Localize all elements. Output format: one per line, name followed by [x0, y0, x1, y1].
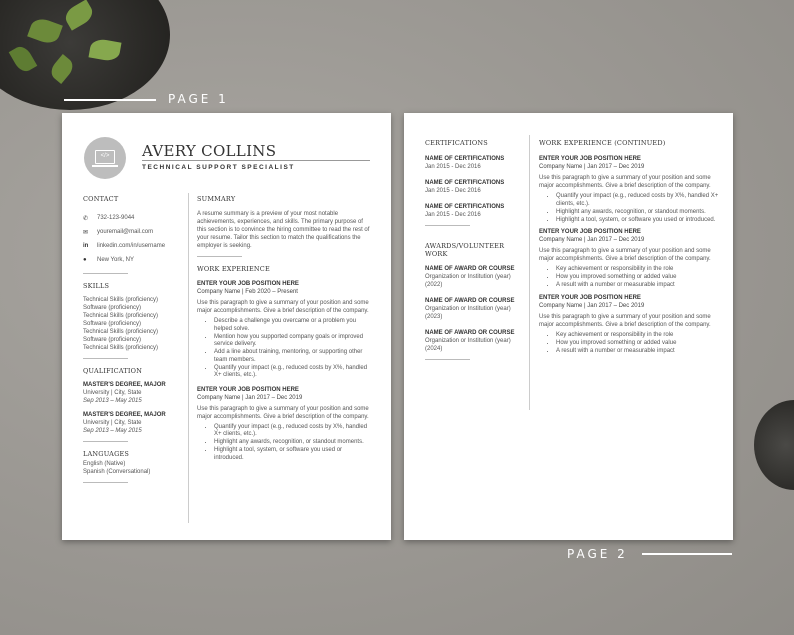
award-item: [425, 297, 525, 321]
certification-item: [425, 155, 525, 171]
job-bullet: • Highlight any awards, recognition, or standout moments.: [214, 439, 372, 447]
skill-item: Software (proficiency): [83, 305, 142, 311]
job-description: Use this paragraph to give a summary of your position and some major accomplishments. Give a brief description of the company.: [197, 405, 369, 420]
leaf: [27, 16, 63, 47]
job-entry: [197, 386, 372, 463]
leaf: [62, 0, 96, 31]
leaf: [47, 54, 76, 84]
column-divider: [188, 193, 189, 523]
certification-item: [425, 179, 525, 195]
candidate-title: TECHNICAL SUPPORT SPECIALIST: [142, 164, 295, 171]
award-item: [425, 265, 525, 289]
job-company: Company Name | Jan 2017 – Dec 2019: [539, 164, 645, 170]
job-bullet: • Highlight a tool, system, or software you used or introduced.: [556, 217, 719, 225]
job-bullet: • A result with a number or measurable impact: [556, 348, 719, 356]
job-entry: [197, 280, 372, 380]
skill-item: Software (proficiency): [83, 321, 142, 327]
name-divider: [142, 160, 370, 161]
left-column: [425, 139, 525, 360]
avatar: [84, 137, 126, 179]
job-bullets: [539, 332, 719, 356]
leaf: [88, 38, 121, 63]
skill-item: Technical Skills (proficiency): [83, 345, 159, 351]
page2-rule: [642, 553, 732, 555]
job-entry: [539, 294, 719, 356]
job-bullet: • Key achievement or responsibility in the role: [556, 332, 719, 340]
skill-item: Technical Skills (proficiency): [83, 329, 159, 335]
job-company: Company Name | Jan 2017 – Dec 2019: [539, 302, 645, 309]
qualification-heading: QUALIFICATION: [83, 367, 143, 375]
job-bullet: • A result with a number or measurable impact: [556, 282, 719, 290]
languages-heading: LANGUAGES: [83, 450, 130, 458]
location-text: New York, NY: [97, 257, 135, 263]
school: University | City, State: [83, 390, 142, 396]
divider: [425, 359, 470, 360]
job-bullet: • Mention how you supported company goals or improved service delivery.: [214, 334, 372, 349]
divider: [197, 256, 242, 257]
languages-list: [83, 460, 183, 476]
cert-name: NAME OF CERTIFICATIONS: [425, 156, 505, 162]
linkedin-text: linkedin.com/in/username: [97, 243, 166, 249]
award-org: Organization or Institution (year): [425, 274, 511, 280]
job-bullet: • Quantify your impact (e.g., reduced costs by X%, handled X+ clients, etc.).: [214, 365, 372, 380]
language-item: Spanish (Conversational): [83, 469, 151, 475]
job-position: ENTER YOUR JOB POSITION HERE: [197, 386, 299, 393]
skill-item: Technical Skills (proficiency): [83, 313, 159, 319]
skills-list: [83, 296, 183, 352]
job-bullet: • Describe a challenge you overcame or a problem you helped solve.: [214, 318, 372, 333]
job-description: Use this paragraph to give a summary of your position and some major accomplishments. Give a brief description of the company.: [539, 175, 711, 189]
degree: MASTER'S DEGREE, MAJOR: [83, 382, 166, 388]
linkedin-icon: in: [83, 243, 89, 249]
award-year: (2023): [425, 314, 443, 320]
contact-email: [83, 225, 183, 239]
contact-phone: [83, 211, 183, 225]
award-year: (2024): [425, 346, 443, 352]
job-bullet: • Key achievement or responsibility in the role: [556, 266, 719, 274]
awards-list: [425, 265, 525, 353]
plant-pot-right: [754, 400, 794, 490]
job-position: ENTER YOUR JOB POSITION HERE: [197, 281, 299, 287]
award-name: NAME OF AWARD OR COURSE: [425, 266, 515, 272]
job-bullets: [197, 424, 372, 463]
degree: MASTER'S DEGREE, MAJOR: [83, 412, 166, 418]
award-name: NAME OF AWARD OR COURSE: [425, 298, 515, 304]
job-bullets: [197, 318, 372, 380]
email-text: youremail@mail.com: [97, 229, 154, 235]
cert-dates: Jan 2015 - Dec 2016: [425, 212, 481, 218]
job-bullets: [539, 266, 719, 290]
cert-name: NAME OF CERTIFICATIONS: [425, 204, 505, 210]
job-position: ENTER YOUR JOB POSITION HERE: [539, 294, 641, 301]
job-bullet: • Highlight any awards, recognition, or standout moments.: [556, 209, 719, 217]
certifications-heading: CERTIFICATIONS: [425, 139, 488, 147]
candidate-name: AVERY COLLINS: [142, 142, 277, 160]
phone-text: 732-123-9044: [97, 215, 135, 221]
skills-heading: SKILLS: [83, 282, 110, 290]
resume-page-2: [404, 113, 733, 540]
work-heading: WORK EXPERIENCE: [197, 265, 270, 273]
cert-name: NAME OF CERTIFICATIONS: [425, 180, 505, 186]
job-position: ENTER YOUR JOB POSITION HERE: [539, 156, 641, 162]
job-company: Company Name | Jan 2017 – Dec 2019: [539, 237, 645, 243]
award-item: [425, 329, 525, 353]
job-bullets: [539, 193, 719, 224]
divider: [83, 273, 128, 274]
location-pin-icon: ●: [83, 257, 87, 263]
award-org: Organization or Institution (year): [425, 306, 511, 312]
awards-heading: AWARDS/VOLUNTEER WORK: [425, 242, 505, 258]
laptop-icon: </>: [95, 150, 115, 164]
qualification-item: [83, 381, 183, 405]
language-item: English (Native): [83, 461, 126, 467]
cert-dates: Jan 2015 - Dec 2016: [425, 164, 481, 170]
job-bullet: • Quantify your impact (e.g., reduced costs by X%, handled X+ clients, etc.).: [214, 424, 372, 439]
job-company: Company Name | Jan 2017 – Dec 2019: [197, 394, 303, 401]
page1-rule: [64, 99, 156, 101]
award-year: (2022): [425, 282, 443, 288]
resume-page-1: [62, 113, 391, 540]
column-divider: [529, 135, 530, 410]
laptop-base: [92, 165, 118, 167]
dates: Sep 2013 – May 2015: [83, 428, 142, 434]
page1-label: PAGE 1: [168, 92, 229, 106]
job-entry: [539, 228, 719, 290]
leaf: [9, 43, 38, 75]
job-bullet: • How you improved something or added value: [556, 274, 719, 282]
qualification-item: [83, 411, 183, 435]
skill-item: Software (proficiency): [83, 337, 142, 343]
contact-heading: CONTACT: [83, 195, 119, 203]
divider: [83, 358, 128, 359]
school: University | City, State: [83, 420, 142, 426]
contact-list: [83, 211, 183, 267]
job-bullet: • How you improved something or added value: [556, 340, 719, 348]
job-position: ENTER YOUR JOB POSITION HERE: [539, 229, 641, 235]
plant-pot-top-left: [0, 0, 170, 110]
job-entry: [539, 155, 719, 224]
contact-linkedin: [83, 239, 183, 253]
job-description: Use this paragraph to give a summary of your position and some major accomplishments. Give a brief description of the company.: [539, 248, 711, 262]
job-bullet: • Add a line about training, mentoring, or supporting other team members.: [214, 349, 372, 364]
work-continued-heading: WORK EXPERIENCE (CONTINUED): [539, 139, 666, 147]
job-company: Company Name | Feb 2020 – Present: [197, 289, 298, 295]
divider: [83, 482, 128, 483]
summary-text: A resume summary is a preview of your most notable achievements, experiences, and skills. The primary purpose of this section is to convince the hiring committee to read the rest of your resume. Tailor this section to match the qualifications the employer is seeking.: [197, 211, 370, 249]
divider: [425, 225, 470, 226]
award-name: NAME OF AWARD OR COURSE: [425, 330, 515, 336]
dates: Sep 2013 – May 2015: [83, 398, 142, 404]
job-bullet: • Highlight a tool, system, or software you used or introduced.: [214, 447, 372, 462]
email-icon: ✉: [83, 229, 89, 236]
certifications-list: [425, 155, 525, 219]
cert-dates: Jan 2015 - Dec 2016: [425, 188, 481, 194]
contact-location: [83, 253, 183, 267]
award-org: Organization or Institution (year): [425, 338, 511, 344]
job-description: Use this paragraph to give a summary of your position and some major accomplishments. Give a brief description of the company.: [197, 300, 369, 314]
page2-label: PAGE 2: [567, 547, 628, 561]
certification-item: [425, 203, 525, 219]
divider: [83, 441, 128, 442]
left-column: [83, 195, 183, 483]
summary-heading: SUMMARY: [197, 195, 236, 203]
job-description: Use this paragraph to give a summary of your position and some major accomplishments. Give a brief description of the company.: [539, 313, 711, 328]
job-bullet: • Quantify your impact (e.g., reduced costs by X%, handled X+ clients, etc.).: [556, 193, 719, 208]
right-column: [197, 195, 372, 463]
qualification-list: [83, 381, 183, 435]
skill-item: Technical Skills (proficiency): [83, 297, 159, 303]
phone-icon: ✆: [83, 215, 89, 222]
right-column: [539, 139, 719, 356]
